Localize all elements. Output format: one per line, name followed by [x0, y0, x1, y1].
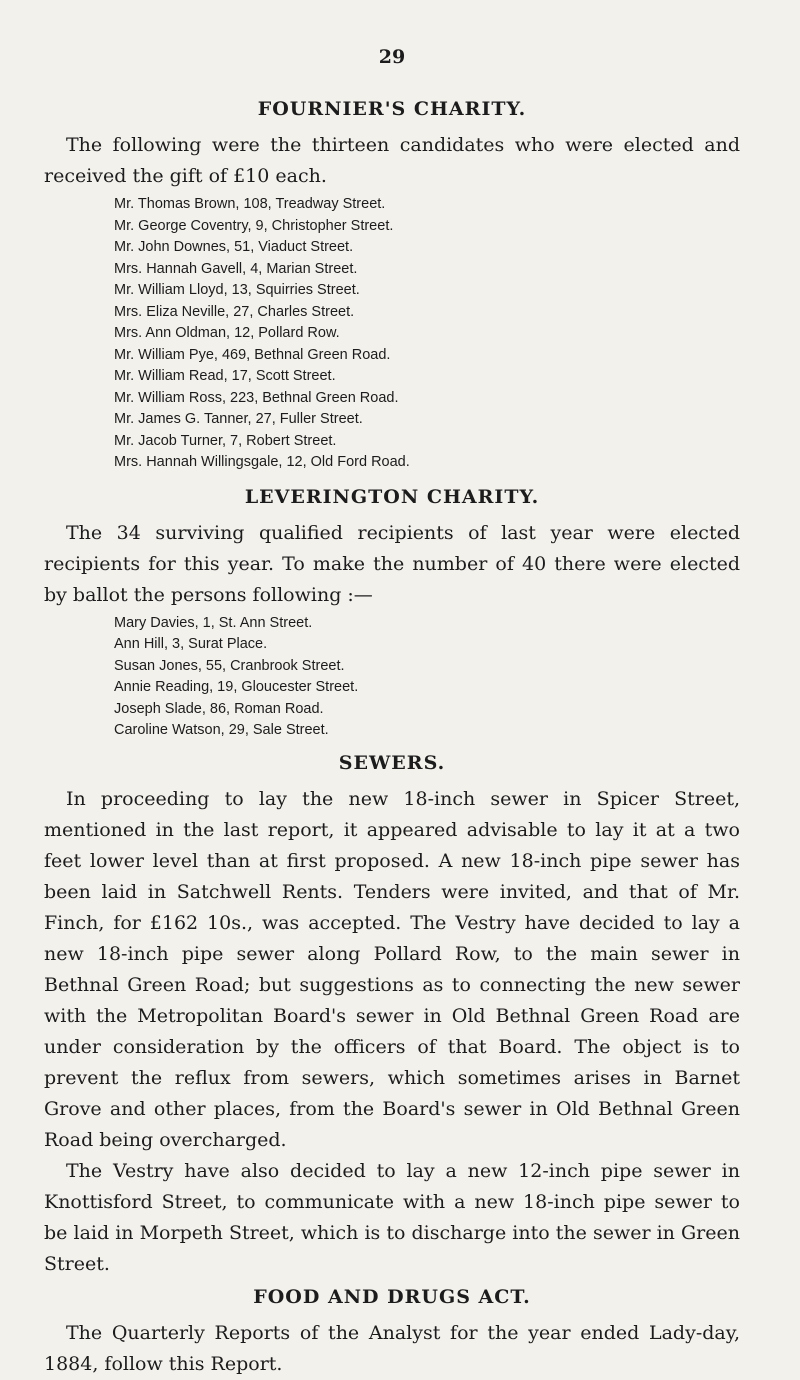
- sewers-paragraph-1: In proceeding to lay the new 18-inch sewer in Spicer Street, mentioned in the last report, it appeared advisable to lay it at a two feet lower level than at first proposed. A new 18-inch pipe sewer has been laid in Satchwell Rents. Tenders were invited, and that of Mr. Finch, for £162 10s., was accepted. The Vestry have decided to lay a new 18-inch pipe sewer along Pollard Row, to the main sewer in Bethnal Green Road; but suggestions as to connecting the new sewer with the Metropolitan Board's sewer in Old Bethnal Green Road are under consideration by the officers of that Board. The object is to prevent the reflux from sewers, which sometimes arises in Barnet Grove and other places, from the Board's sewer in Old Bethnal Green Road being overcharged.: [44, 787, 740, 1151]
- list-item: Mrs. Hannah Gavell, 4, Marian Street.: [114, 260, 358, 277]
- sewers-heading: SEWERS.: [338, 751, 446, 774]
- list-item: Mr. William Ross, 223, Bethnal Green Road.: [114, 389, 399, 406]
- sewers-paragraph-2: The Vestry have also decided to lay a new 12-inch pipe sewer in Knottisford Street, to communicate with a new 18-inch pipe sewer to be laid in Morpeth Street, which is to discharge into the sewer in Green Street.: [44, 1159, 740, 1275]
- list-item: Susan Jones, 55, Cranbrook Street.: [114, 657, 345, 674]
- list-item: Mr. James G. Tanner, 27, Fuller Street.: [114, 411, 363, 427]
- list-item: Caroline Watson, 29, Sale Street.: [114, 722, 329, 738]
- fournier-charity-section: [44, 98, 740, 474]
- list-item: Ann Hill, 3, Surat Place.: [114, 636, 268, 652]
- list-item: Mr. William Pye, 469, Bethnal Green Road.: [114, 346, 391, 363]
- fournier-charity-intro: The following were the thirteen candidates who were elected and received the gift of £10 each.: [44, 134, 740, 187]
- list-item: Mr. William Read, 17, Scott Street.: [114, 368, 336, 384]
- list-item: Mrs. Hannah Willingsgale, 12, Old Ford Road.: [114, 454, 410, 470]
- page-number: 29: [378, 46, 406, 68]
- list-item: Mr. Jacob Turner, 7, Robert Street.: [114, 432, 337, 449]
- list-item: Mr. William Lloyd, 13, Squirries Street.: [114, 282, 360, 298]
- fournier-candidates-list: [114, 194, 740, 474]
- leverington-charity-section: [44, 486, 740, 742]
- list-item: Mr. George Coventry, 9, Christopher Street.: [114, 217, 394, 234]
- leverington-charity-heading: LEVERINGTON CHARITY.: [244, 485, 540, 508]
- list-item: Mary Davies, 1, St. Ann Street.: [114, 614, 313, 631]
- list-item: Annie Reading, 19, Gloucester Street.: [114, 679, 359, 695]
- sewers-section: [44, 752, 740, 1280]
- food-drugs-heading: FOOD AND DRUGS ACT.: [253, 1285, 531, 1308]
- fournier-charity-heading: FOURNIER'S CHARITY.: [257, 98, 527, 120]
- list-item: Mr. Thomas Brown, 108, Treadway Street.: [114, 196, 386, 212]
- food-drugs-paragraph: The Quarterly Reports of the Analyst for the year ended Lady-day, 1884, follow this Report.: [44, 1321, 740, 1375]
- list-item: Mr. John Downes, 51, Viaduct Street.: [114, 239, 354, 255]
- leverington-charity-intro: The 34 surviving qualified recipients of last year were elected recipients for this year. To make the number of 40 there were elected by ballot the persons following :—: [44, 521, 740, 606]
- leverington-recipients-list: [114, 613, 740, 742]
- list-item: Mrs. Eliza Neville, 27, Charles Street.: [114, 303, 355, 320]
- list-item: Joseph Slade, 86, Roman Road.: [114, 700, 324, 717]
- list-item: Mrs. Ann Oldman, 12, Pollard Row.: [114, 325, 340, 341]
